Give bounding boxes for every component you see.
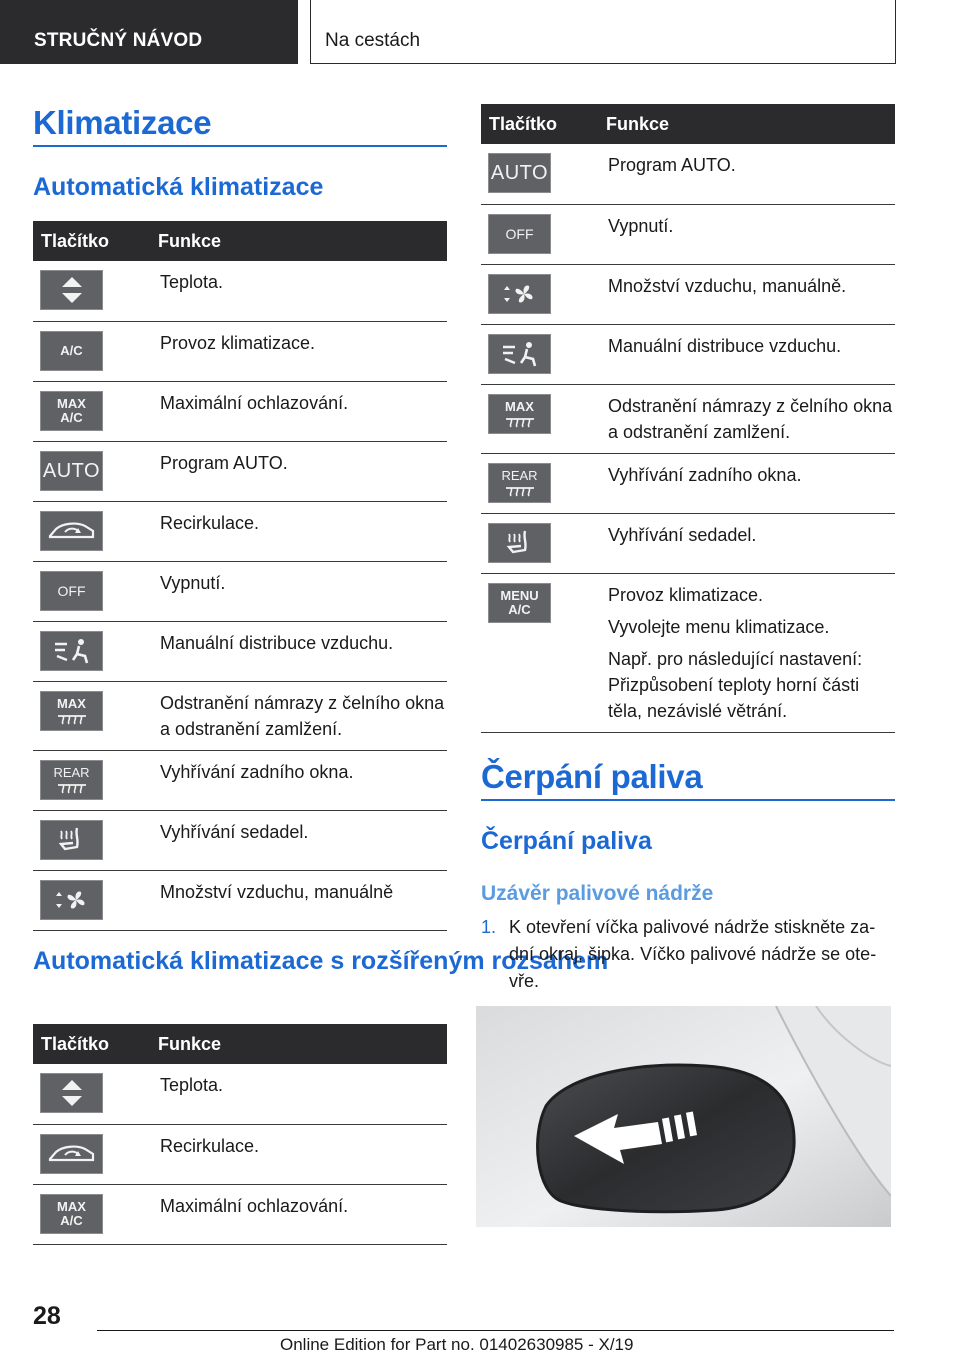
temperature-icon — [40, 1073, 103, 1113]
function-text: Provoz klimatizace. — [608, 584, 764, 605]
fuel-subheading: Uzávěr palivové nádrže — [481, 882, 714, 905]
auto-icon: AUTO — [40, 451, 103, 491]
recirculation-icon — [40, 1134, 103, 1174]
table-row — [33, 501, 447, 561]
section-heading-automatic: Automatická klimatizace — [33, 173, 324, 201]
page-number: 28 — [33, 1302, 61, 1330]
function-table-continued — [481, 104, 895, 733]
fan-icon — [488, 274, 551, 314]
table-row — [481, 573, 895, 732]
footer-rule — [97, 1330, 894, 1331]
section-heading-extended: Automatická klimatizace s rozšířeným rozsahem — [33, 947, 609, 975]
fuel-title-rule — [481, 799, 895, 801]
menu-ac-icon: MENU A/C — [488, 583, 551, 623]
table-row — [33, 381, 447, 441]
function-text: Teplota. — [156, 261, 447, 321]
function-text: Např. pro následující nastavení: Přizpůsobení teploty horní části těla, nezávislé větrání. — [608, 648, 863, 721]
rear-defrost-icon: REAR — [40, 760, 103, 800]
fan-icon — [40, 880, 103, 920]
edition-info: Online Edition for Part no. 01402630985 - X/19 — [280, 1335, 634, 1354]
max-ac-icon: MAX A/C — [40, 391, 103, 431]
function-text: Vyhřívání zadního okna. — [604, 453, 895, 513]
function-text: Vyhřívání sedadel. — [604, 513, 895, 573]
auto-icon: AUTO — [488, 153, 551, 193]
column-header-function: Funkce — [156, 221, 447, 261]
function-text: Množství vzduchu, manuálně — [156, 870, 447, 930]
page-title: Klimatizace — [33, 104, 212, 141]
air-distribution-icon — [488, 334, 551, 374]
section-tab — [0, 0, 298, 64]
column-header-button: Tlačítko — [33, 221, 156, 261]
function-text: Vyhřívání sedadel. — [156, 810, 447, 870]
fuel-flap-illustration — [476, 1006, 891, 1227]
table-row — [33, 1064, 447, 1124]
table-row — [33, 1124, 447, 1184]
function-text: Manuální distribuce vzduchu. — [156, 621, 447, 681]
function-text: Manuální distribuce vzduchu. — [604, 324, 895, 384]
function-text: Odstranění námrazy z čelního okna a odstranění zamlžení. — [604, 384, 895, 453]
column-header-function: Funkce — [156, 1024, 447, 1064]
function-text: Recirkulace. — [156, 1124, 447, 1184]
column-header-button: Tlačítko — [481, 104, 604, 144]
function-text: Program AUTO. — [156, 441, 447, 501]
table-row — [481, 513, 895, 573]
table-row — [33, 441, 447, 501]
fuel-title: Čerpání paliva — [481, 758, 703, 795]
temperature-icon — [40, 270, 103, 310]
table-row — [481, 144, 895, 204]
table-row — [33, 561, 447, 621]
function-text: Maximální ochlazování. — [156, 381, 447, 441]
recirculation-icon — [40, 511, 103, 551]
function-text: Recirkulace. — [156, 501, 447, 561]
function-text: Provoz klimatizace. — [156, 321, 447, 381]
seat-heating-icon — [40, 820, 103, 860]
fuel-heading: Čerpání paliva — [481, 827, 652, 855]
table-row — [33, 870, 447, 930]
function-text: Vypnutí. — [604, 204, 895, 264]
function-table-automatic — [33, 221, 447, 931]
table-row — [481, 204, 895, 264]
table-row — [481, 453, 895, 513]
seat-heating-icon — [488, 523, 551, 563]
max-ac-icon: MAX A/C — [40, 1194, 103, 1234]
air-distribution-icon — [40, 631, 103, 671]
table-row — [33, 750, 447, 810]
table-row — [481, 324, 895, 384]
table-row — [481, 384, 895, 453]
section-label: STRUČNÝ NÁVOD — [34, 30, 203, 51]
function-table-extended — [33, 1024, 447, 1245]
function-text: Teplota. — [156, 1064, 447, 1124]
function-text: Vyvolejte menu klimatizace. — [608, 616, 830, 637]
chapter-tab — [310, 0, 896, 64]
table-row — [481, 264, 895, 324]
max-defrost-icon: MAX — [488, 394, 551, 434]
fuel-flap-image — [476, 1006, 891, 1227]
title-rule — [33, 145, 447, 147]
table-row — [33, 810, 447, 870]
table-row — [33, 1184, 447, 1244]
table-row — [33, 321, 447, 381]
off-icon: OFF — [488, 214, 551, 254]
rear-defrost-icon: REAR — [488, 463, 551, 503]
instruction-step — [481, 914, 893, 995]
function-text: Maximální ochlazování. — [156, 1184, 447, 1244]
step-number: 1. — [481, 917, 497, 937]
max-defrost-icon: MAX — [40, 691, 103, 731]
function-text: Odstranění námrazy z čelního okna a odstranění zamlžení. — [156, 681, 447, 750]
table-row — [33, 681, 447, 750]
column-header-function: Funkce — [604, 104, 895, 144]
function-text: Vyhřívání zadního okna. — [156, 750, 447, 810]
step-text: K otevření víčka palivové nádrže stiskněte zadní okraj, šipka. Víčko palivové nádrže se otevře. — [509, 917, 877, 991]
ac-icon: A/C — [40, 331, 103, 371]
column-header-button: Tlačítko — [33, 1024, 156, 1064]
table-row — [33, 261, 447, 321]
function-text: Vypnutí. — [156, 561, 447, 621]
function-text: Množství vzduchu, manuálně. — [604, 264, 895, 324]
table-row — [33, 621, 447, 681]
function-text: Program AUTO. — [604, 144, 895, 204]
chapter-label: Na cestách — [325, 30, 421, 51]
off-icon: OFF — [40, 571, 103, 611]
